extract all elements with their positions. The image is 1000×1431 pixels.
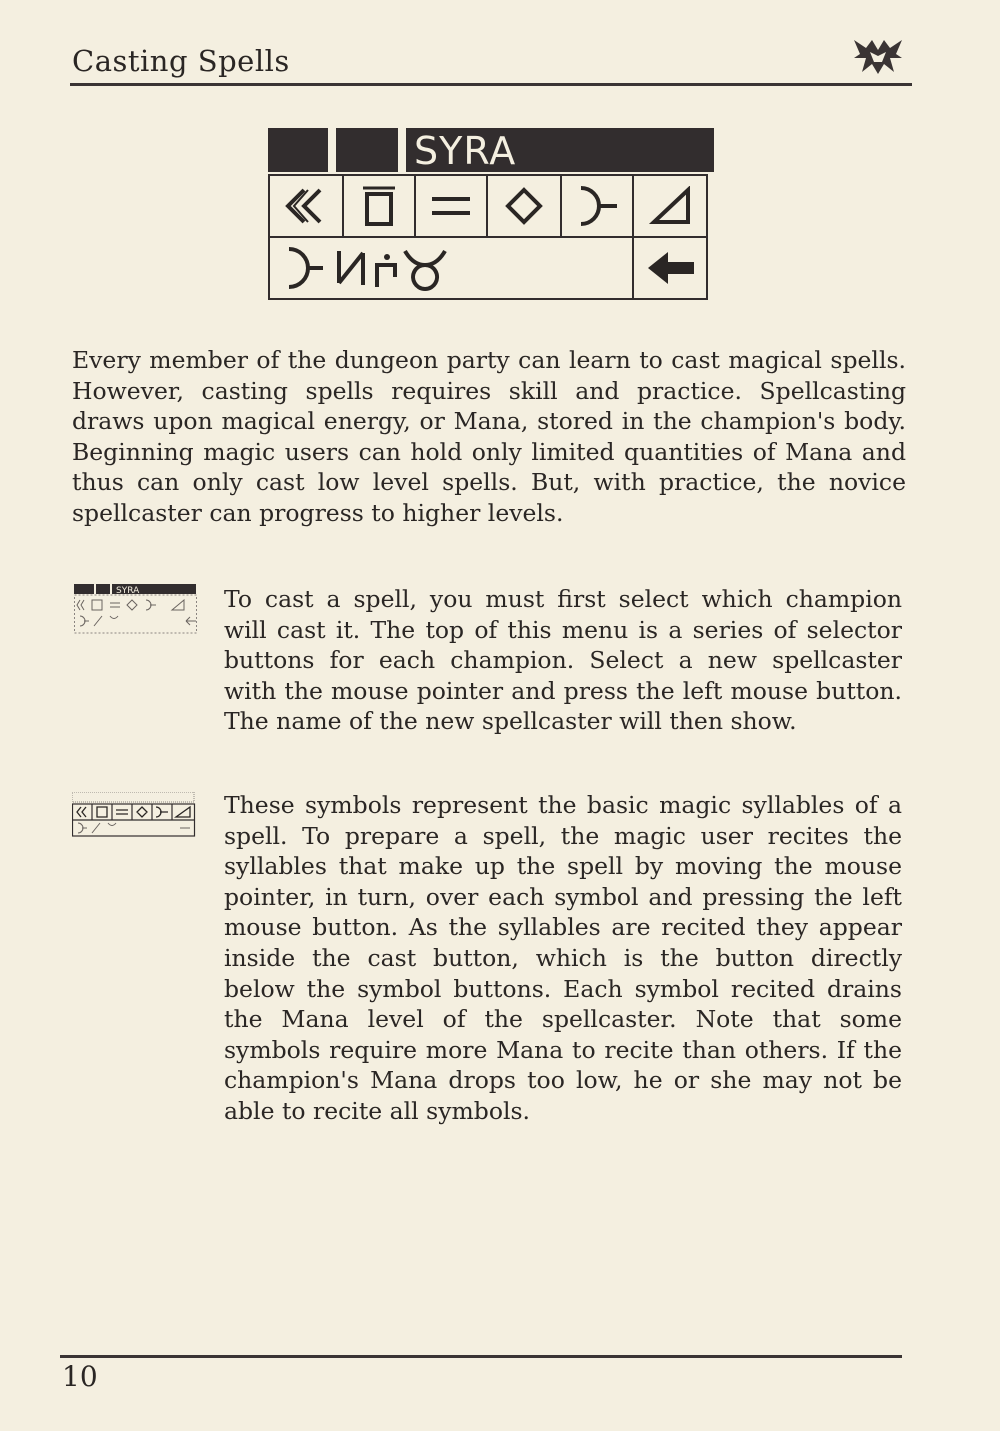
left-arrow-icon [634,238,708,298]
dungeon-master-emblem-icon [850,36,906,76]
champion-tab [268,128,328,172]
footer-rule [60,1355,902,1358]
cast-button [270,238,634,298]
page-number: 10 [62,1360,98,1393]
champion-selector-thumbnail [74,584,198,634]
symbol-grid [268,174,708,300]
section-title: Casting Spells [72,44,290,78]
symbols-paragraph: These symbols represent the basic magic syllables of a spell. To prepare a spell, the magic user recites the syllables that make up the spell by moving the mouse pointer, in turn, over each symbol and pressing the left mouse button. As the syllables are recited they appear inside the cast button, which is the button directly below the symbol buttons. Each symbol recited drains the Mana level of the spellcaster. Note that some symbols require more Mana to recite than others. If the champion's Mana drops too low, he or she may not be able to recite all symbols. [224,791,902,1125]
champion-name-tab: SYRA [406,128,714,172]
symbol-buttons-thumbnail [72,792,196,838]
thumb-champion-name: SYRA [116,586,140,596]
equals-icon [416,176,488,238]
diamond-icon [488,176,562,238]
champion-tab [336,128,398,172]
champion-selector-bar [268,128,710,176]
selector-paragraph: To cast a spell, you must first select which champion will cast it. The top of this menu is a series of selector buttons for each champion. Select a new spellcaster with the mouse pointer and press the left mouse button. The name of the new spellcaster will then show. [224,585,902,736]
triangle-corner-icon [634,176,708,238]
crescent-tail-icon [562,176,634,238]
double-chevron-left-icon [270,176,344,238]
square-icon [344,176,416,238]
intro-paragraph: Every member of the dungeon party can learn to cast magical spells. However, casting spells requires skill and practice. Spellcasting draws upon magical energy, or Mana, stored in the champion's body. Beginning magic users can hold only limited quantities of Mana and thus can only cast low level spells. But, with practice, the novice spellcaster can progress to higher levels. [72,346,906,527]
header-rule [70,83,912,86]
spell-menu-illustration [268,128,710,300]
